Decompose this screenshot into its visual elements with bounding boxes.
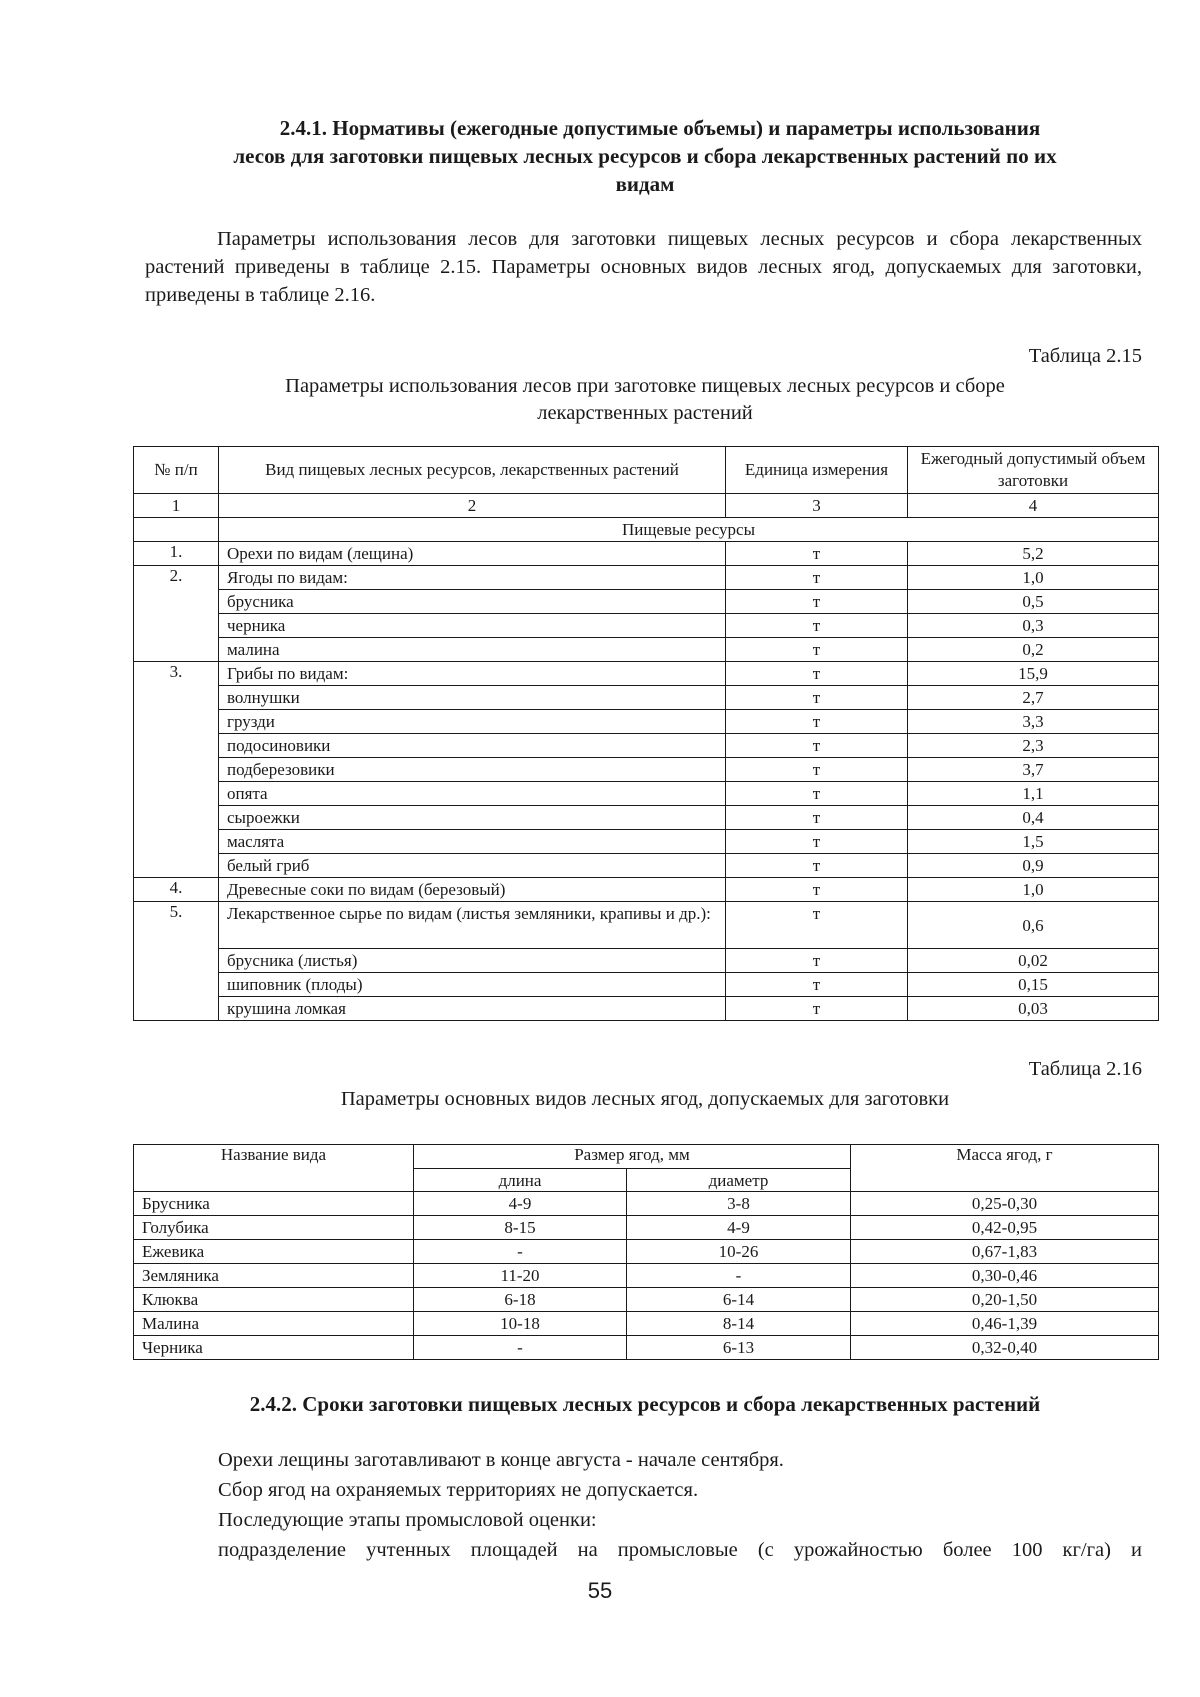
row-species: Земляника [134,1264,414,1288]
row-species: Ежевика [134,1240,414,1264]
row-name: волнушки [219,686,726,710]
row-value: 0,9 [908,854,1159,878]
section-heading-line1: 2.4.1. Нормативы (ежегодные допустимые объемы) и параметры использования [279,116,1041,140]
row-mass: 0,30-0,46 [851,1264,1159,1288]
row-unit: т [726,997,908,1021]
row-mass: 0,67-1,83 [851,1240,1159,1264]
header-cell-size: Размер ягод, мм [414,1145,851,1169]
table-row [134,830,1159,854]
column-number: 3 [726,494,908,518]
row-value: 2,3 [908,734,1159,758]
table-row [134,782,1159,806]
row-name: Лекарственное сырье по видам (листья земляники, крапивы и др.): [219,902,726,949]
table-row [134,1312,1159,1336]
column-number-row [134,494,1159,518]
header-cell-no: № п/п [134,447,219,494]
row-length: 10-18 [414,1312,627,1336]
column-number: 2 [219,494,726,518]
row-unit: т [726,973,908,997]
row-name: Орехи по видам (лещина) [219,542,726,566]
row-value: 0,6 [908,902,1159,949]
row-unit: т [726,662,908,686]
row-name: малина [219,638,726,662]
row-unit: т [726,782,908,806]
row-length: 8-15 [414,1216,627,1240]
table-row [134,734,1159,758]
row-name: белый гриб [219,854,726,878]
row-name: подберезовики [219,758,726,782]
row-species: Брусника [134,1192,414,1216]
table-row [134,806,1159,830]
header-cell-resource: Вид пищевых лесных ресурсов, лекарственных растений [219,447,726,494]
row-diameter: 3-8 [627,1192,851,1216]
table-2-16-title: Параметры основных видов лесных ягод, допускаемых для заготовки [340,1088,950,1110]
row-length: - [414,1336,627,1360]
table-row [134,1240,1159,1264]
section-row-blank [134,518,219,542]
row-name: Грибы по видам: [219,662,726,686]
row-name: шиповник (плоды) [219,973,726,997]
text-line: Орехи лещины заготавливают в конце августа - начале сентября. [218,1449,784,1471]
table-row [134,758,1159,782]
header-cell-volume: Ежегодный допустимый объем заготовки [908,447,1159,494]
text-line: Последующие этапы промысловой оценки: [218,1509,597,1531]
row-name: брусника (листья) [219,949,726,973]
row-unit: т [726,614,908,638]
row-unit: т [726,590,908,614]
row-name: крушина ломкая [219,997,726,1021]
row-diameter: 6-14 [627,1288,851,1312]
row-no: 2. [134,566,219,662]
text-line: подразделение учтенных площадей на промысловые (с урожайностью более 100 кг/га) и [218,1539,1142,1561]
row-no: 5. [134,902,219,1021]
row-mass: 0,46-1,39 [851,1312,1159,1336]
table-row [134,590,1159,614]
row-unit: т [726,758,908,782]
row-no: 3. [134,662,219,878]
table-2-16-label: Таблица 2.16 [1028,1058,1142,1080]
table-row [134,997,1159,1021]
table-2-15 [133,446,1159,1021]
row-unit: т [726,878,908,902]
table-row [134,949,1159,973]
row-value: 0,02 [908,949,1159,973]
table-2-15-title-line1: Параметры использования лесов при заготовке пищевых лесных ресурсов и сборе [285,375,1005,397]
row-value: 0,03 [908,997,1159,1021]
row-diameter: - [627,1264,851,1288]
table-row [134,638,1159,662]
table-2-15-title-line2: лекарственных растений [537,402,753,424]
row-value: 0,5 [908,590,1159,614]
header-cell-mass: Масса ягод, г [851,1145,1159,1192]
section-2-text [218,1445,1142,1565]
row-mass: 0,20-1,50 [851,1288,1159,1312]
page-number: 55 [587,1578,613,1603]
row-species: Клюква [134,1288,414,1312]
row-length: - [414,1240,627,1264]
row-name: сыроежки [219,806,726,830]
row-species: Малина [134,1312,414,1336]
section-heading-line2: лесов для заготовки пищевых лесных ресурсов и сбора лекарственных растений по их [233,144,1057,168]
row-no: 1. [134,542,219,566]
section-row [134,518,1159,542]
row-diameter: 6-13 [627,1336,851,1360]
table-row [134,878,1159,902]
row-diameter: 4-9 [627,1216,851,1240]
row-name: Древесные соки по видам (березовый) [219,878,726,902]
table-row [134,1192,1159,1216]
row-name: опята [219,782,726,806]
row-mass: 0,32-0,40 [851,1336,1159,1360]
row-unit: т [726,734,908,758]
table-row [134,566,1159,590]
table-row [134,662,1159,686]
row-value: 1,0 [908,566,1159,590]
row-diameter: 8-14 [627,1312,851,1336]
row-species: Голубика [134,1216,414,1240]
row-length: 6-18 [414,1288,627,1312]
row-unit: т [726,830,908,854]
row-value: 0,15 [908,973,1159,997]
table-row [134,542,1159,566]
header-cell-species: Название вида [134,1145,414,1192]
row-unit: т [726,542,908,566]
row-value: 0,2 [908,638,1159,662]
table-row [134,1288,1159,1312]
header-cell-diameter: диаметр [627,1169,851,1192]
row-unit: т [726,566,908,590]
row-unit: т [726,902,908,949]
table-2-15-title [150,373,1140,427]
text-line: Сбор ягод на охраняемых территориях не допускается. [218,1479,699,1501]
row-value: 0,3 [908,614,1159,638]
row-no: 4. [134,878,219,902]
table-2-16 [133,1144,1159,1360]
row-species: Черника [134,1336,414,1360]
row-name: маслята [219,830,726,854]
table-2-15-label: Таблица 2.15 [1028,345,1142,367]
table-row [134,686,1159,710]
table-header-row [134,1145,1159,1169]
row-value: 1,0 [908,878,1159,902]
row-name: Ягоды по видам: [219,566,726,590]
row-unit: т [726,806,908,830]
row-name: грузди [219,710,726,734]
row-name: брусника [219,590,726,614]
table-row [134,614,1159,638]
row-unit: т [726,686,908,710]
row-value: 5,2 [908,542,1159,566]
row-name: черника [219,614,726,638]
row-length: 4-9 [414,1192,627,1216]
intro-paragraph: Параметры использования лесов для заготовки пищевых лесных ресурсов и сбора лекарственных растений приведены в таблице 2.15. Параметры основных видов лесных ягод, допускаемых для заготовки, приведены в таблице 2.16. [145,228,1142,306]
section-heading [150,114,1140,198]
table-row [134,710,1159,734]
column-number: 1 [134,494,219,518]
header-cell-unit: Единица измерения [726,447,908,494]
table-row [134,973,1159,997]
section-label: Пищевые ресурсы [219,518,1159,542]
header-cell-length: длина [414,1169,627,1192]
table-row [134,1216,1159,1240]
row-unit: т [726,854,908,878]
table-row [134,1264,1159,1288]
row-value: 2,7 [908,686,1159,710]
column-number: 4 [908,494,1159,518]
row-value: 1,1 [908,782,1159,806]
table-row [134,1336,1159,1360]
row-unit: т [726,638,908,662]
row-name: подосиновики [219,734,726,758]
row-length: 11-20 [414,1264,627,1288]
table-row [134,854,1159,878]
row-diameter: 10-26 [627,1240,851,1264]
row-value: 3,3 [908,710,1159,734]
row-unit: т [726,710,908,734]
row-value: 0,4 [908,806,1159,830]
table-row [134,902,1159,949]
row-unit: т [726,949,908,973]
row-value: 3,7 [908,758,1159,782]
row-value: 1,5 [908,830,1159,854]
row-value: 15,9 [908,662,1159,686]
row-mass: 0,25-0,30 [851,1192,1159,1216]
section-heading-line3: видам [615,172,675,196]
row-mass: 0,42-0,95 [851,1216,1159,1240]
table-header-row [134,447,1159,494]
section-2-heading: 2.4.2. Сроки заготовки пищевых лесных ресурсов и сбора лекарственных растений [249,1392,1041,1416]
